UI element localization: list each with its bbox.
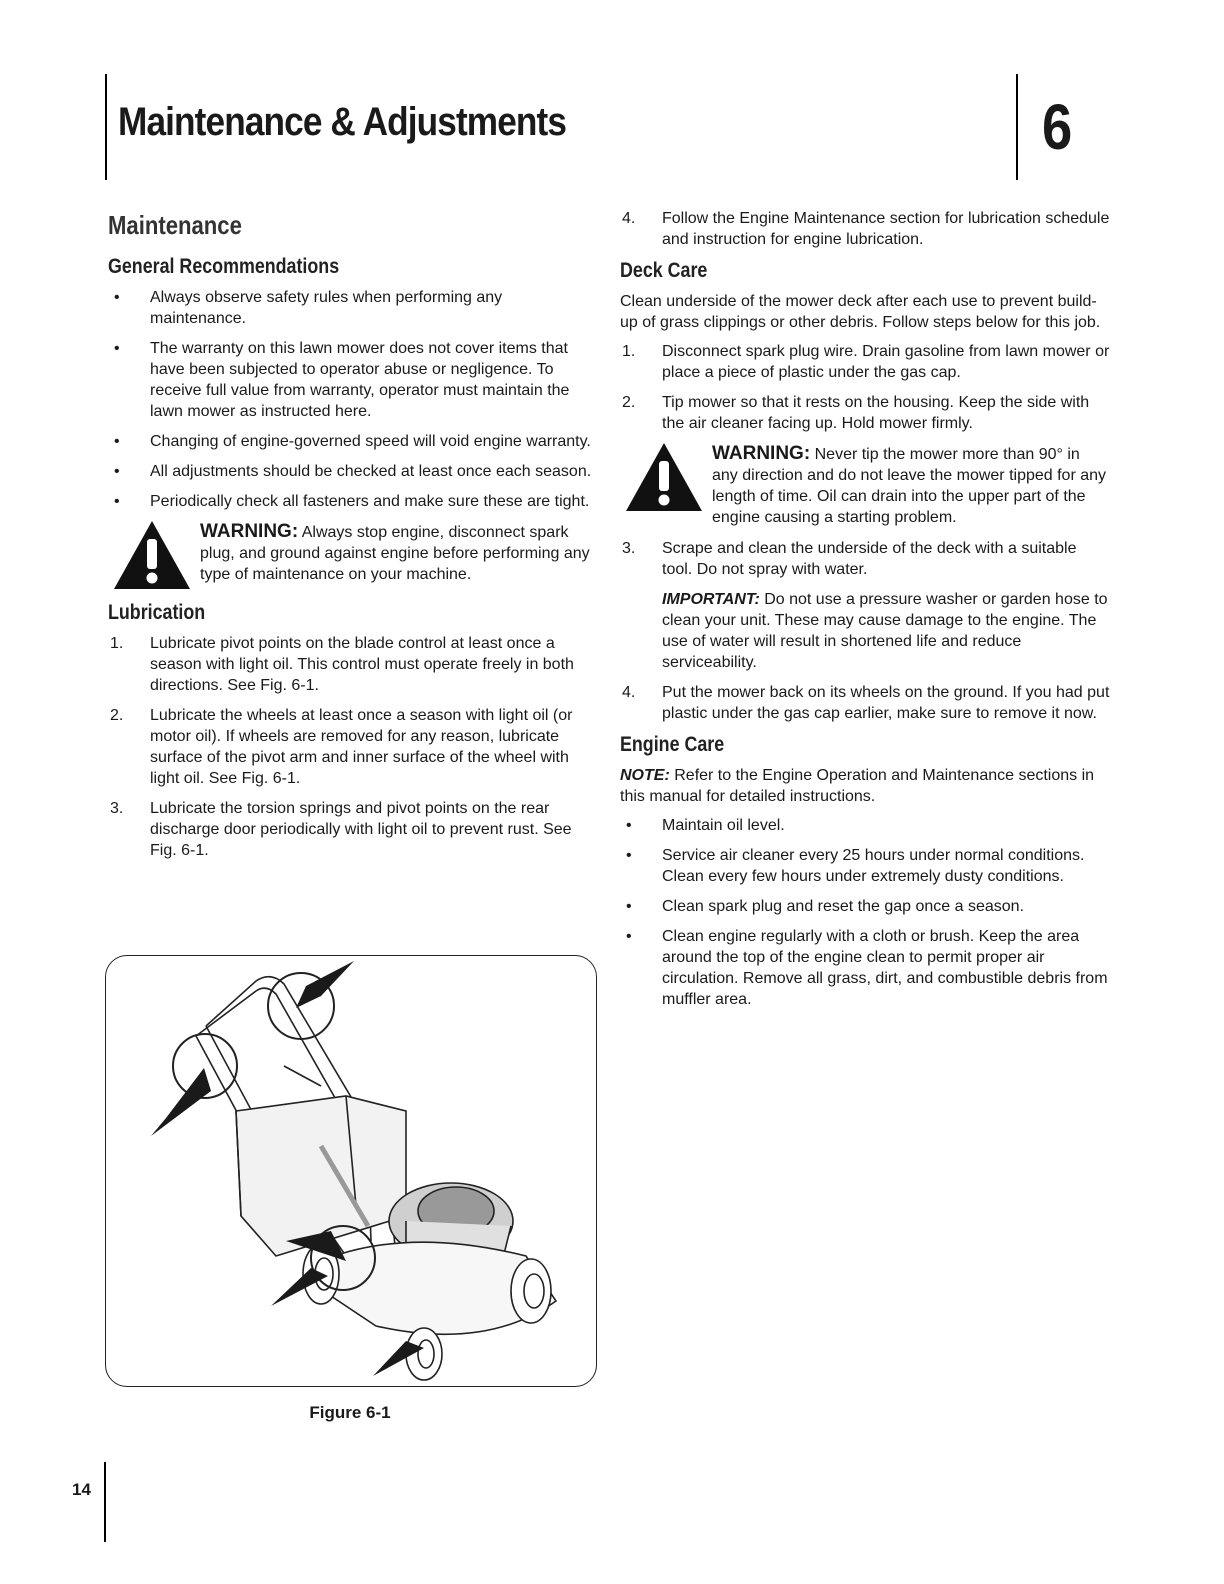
list-item — [620, 392, 1110, 434]
list-item — [620, 926, 1110, 1010]
item-number: 4. — [622, 210, 636, 227]
bullet-marker: • — [626, 898, 632, 915]
warning-label: WARNING: — [712, 443, 811, 464]
chapter-title: Maintenance & Adjustments — [118, 100, 567, 144]
deck-care-heading: Deck Care — [620, 259, 708, 282]
list-item-text: Clean engine regularly with a cloth or brush. Keep the area around the top of the engine clean to permit proper air circulation. Remove all grass, dirt, and combustible debris from muffler area. — [662, 928, 1108, 1008]
list-item-text: Put the mower back on its wheels on the ground. If you had put plastic under the gas cap earlier, make sure to remove it now. — [662, 684, 1110, 722]
bullet-marker: • — [114, 340, 120, 357]
item-number: 3. — [622, 540, 636, 557]
list-item-text: Always observe safety rules when performing any maintenance. — [150, 289, 503, 327]
bullet-marker: • — [626, 928, 632, 945]
item-number: 2. — [622, 394, 636, 411]
right-column — [620, 208, 1110, 1019]
lubrication-list — [108, 633, 598, 861]
list-item-text: Scrape and clean the underside of the deck with a suitable tool. Do not spray with water. — [662, 540, 1077, 578]
list-item — [108, 461, 598, 482]
list-item — [620, 845, 1110, 887]
list-item-text: Lubricate the torsion springs and pivot points on the rear discharge door periodically with light oil to prevent rust. See Fig. 6-1. — [150, 800, 572, 859]
list-item-text: Periodically check all fasteners and make sure these are tight. — [150, 493, 590, 510]
list-item — [108, 287, 598, 329]
note-text: Refer to the Engine Operation and Maintenance sections in this manual for detailed instructions. — [620, 767, 1095, 805]
deck-care-step-4 — [620, 682, 1110, 724]
list-item-text: Maintain oil level. — [662, 817, 785, 834]
footer-rule — [104, 1462, 106, 1542]
warning-box-tipping — [620, 443, 1110, 528]
lubrication-list-continued — [620, 208, 1110, 250]
chapter-number: 6 — [1042, 91, 1073, 163]
list-item — [108, 633, 598, 696]
list-item — [108, 431, 598, 452]
deck-care-step-3 — [620, 538, 1110, 580]
bullet-marker: • — [114, 493, 120, 510]
list-item — [620, 208, 1110, 250]
item-number: 3. — [110, 800, 124, 817]
figure-caption: Figure 6-1 — [309, 1403, 391, 1422]
note-label: NOTE: — [620, 767, 670, 784]
engine-care-note — [620, 765, 1110, 807]
warning-box-maintenance — [108, 521, 598, 591]
page-number: 14 — [72, 1480, 91, 1499]
item-number: 4. — [622, 684, 636, 701]
bullet-marker: • — [114, 433, 120, 450]
bullet-marker: • — [114, 289, 120, 306]
list-item-text: Follow the Engine Maintenance section for lubrication schedule and instruction for engine lubrication. — [662, 210, 1110, 248]
list-item — [108, 338, 598, 422]
warning-label: WARNING: — [200, 521, 299, 542]
item-number: 1. — [110, 635, 124, 652]
engine-care-heading: Engine Care — [620, 733, 725, 756]
important-label: IMPORTANT: — [662, 591, 760, 608]
list-item — [108, 705, 598, 789]
general-recommendations-list — [108, 287, 598, 512]
section-title: Maintenance — [108, 210, 242, 240]
deck-care-steps — [620, 341, 1110, 434]
warning-text: Always stop engine, disconnect spark plug, and ground against engine before performing any type of maintenance on your machine. — [200, 524, 590, 583]
list-item — [620, 341, 1110, 383]
list-item-text: Disconnect spark plug wire. Drain gasoline from lawn mower or place a piece of plastic under the gas cap. — [662, 343, 1110, 381]
left-column — [108, 210, 598, 870]
engine-care-list — [620, 815, 1110, 1010]
list-item-text: Clean spark plug and reset the gap once a season. — [662, 898, 1025, 915]
warning-triangle-icon — [112, 519, 192, 596]
list-item-text: Lubricate the wheels at least once a season with light oil (or motor oil). If wheels are removed for any reason, lubricate surface of the pivot arm and inner surface of the wheel with light oil. See Fig. 6-1. — [150, 707, 573, 787]
list-item — [620, 896, 1110, 917]
list-item — [620, 538, 1110, 580]
list-item-text: Service air cleaner every 25 hours under normal conditions. Clean every few hours under extremely dusty conditions. — [662, 847, 1085, 885]
header-rule-right — [1016, 74, 1018, 180]
list-item-text: All adjustments should be checked at least once each season. — [150, 463, 592, 480]
figure-lawn-mower — [105, 955, 597, 1387]
list-item-text: The warranty on this lawn mower does not cover items that have been subjected to operator abuse or negligence. To receive full value from warranty, operator must maintain the lawn mower as instructed here. — [150, 340, 570, 420]
list-item — [108, 491, 598, 512]
warning-text: Never tip the mower more than 90° in any direction and do not leave the mower tipped for any length of time. Oil can drain into the upper part of the engine causing a starting problem. — [712, 446, 1107, 526]
lubrication-heading: Lubrication — [108, 601, 206, 624]
bullet-marker: • — [626, 847, 632, 864]
important-text: Do not use a pressure washer or garden hose to clean your unit. These may cause damage to the engine. The use of water will result in shortened life and reduce serviceability. — [662, 591, 1108, 671]
deck-care-intro: Clean underside of the mower deck after each use to prevent build-up of grass clippings or other debris. Follow steps below for this job. — [620, 293, 1101, 331]
list-item — [620, 815, 1110, 836]
list-item-text: Lubricate pivot points on the blade control at least once a season with light oil. This control must operate freely in both directions. See Fig. 6-1. — [150, 635, 574, 694]
list-item-text: Tip mower so that it rests on the housing. Keep the side with the air cleaner facing up. Hold mower firmly. — [662, 394, 1090, 432]
bullet-marker: • — [114, 463, 120, 480]
list-item — [108, 798, 598, 861]
warning-triangle-icon — [624, 441, 704, 518]
lawn-mower-illustration — [106, 956, 596, 1386]
general-recommendations-heading: General Recommendations — [108, 255, 340, 278]
bullet-marker: • — [626, 817, 632, 834]
item-number: 1. — [622, 343, 636, 360]
important-note — [620, 589, 1110, 673]
header-rule-left — [105, 74, 107, 180]
item-number: 2. — [110, 707, 124, 724]
list-item-text: Changing of engine-governed speed will void engine warranty. — [150, 433, 591, 450]
list-item — [620, 682, 1110, 724]
